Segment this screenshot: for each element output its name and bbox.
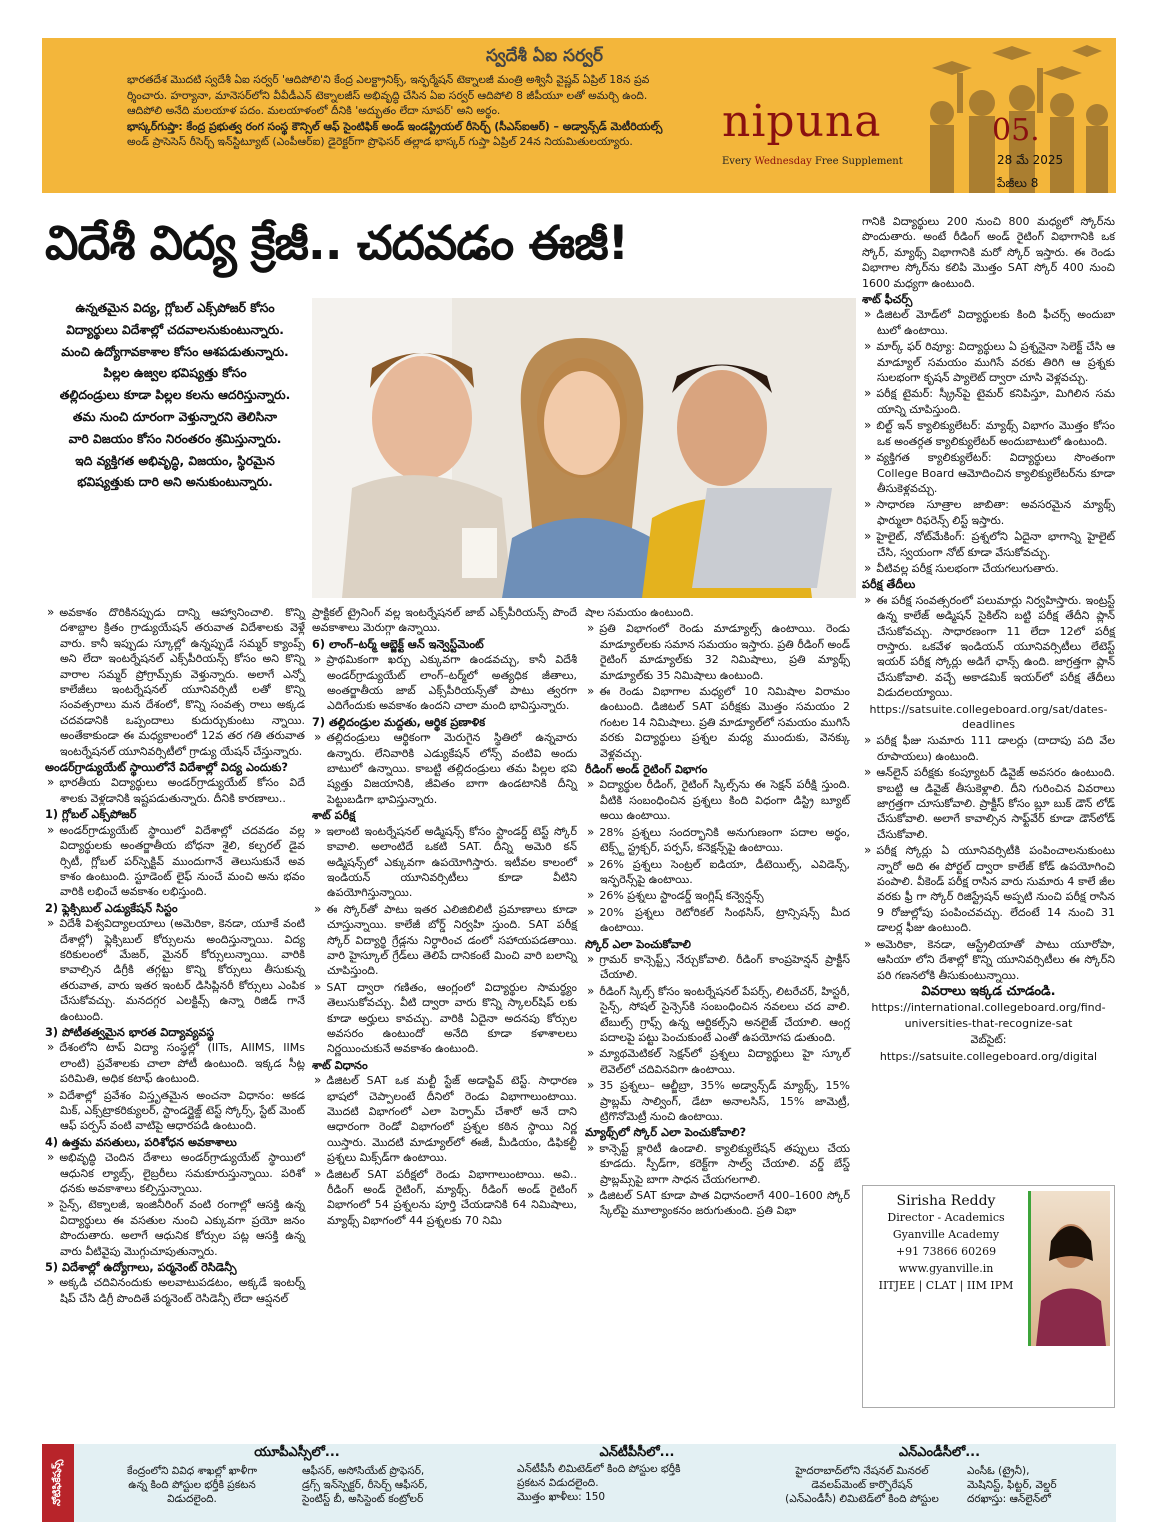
bullet-paragraph: » హైలైట్, నోట్‌మేకింగ్: ప్రశ్నలోని ఏదైనా భాగాన్ని హైలైట్ చేసి, స్వయంగా నోట్ కూడా వేసుకోవచ్చు. [862,529,1115,560]
section-heading: 3) పోటీతత్వమైన భారత విద్యావ్యవస్థ [45,1025,215,1039]
issue-date: 28 మే 2025 [997,153,1064,167]
bullet-paragraph: » మార్క్ ఫర్ రివ్యూ: విద్యార్థులు ఏ ప్రశ్ననైనా సెలెక్ట్ చేసి ఆ మాడ్యూల్ సమయం ముగిసే వరకు తిరిగి ఆ ప్రశ్నకు సులభంగా కృషన్ ప్యాలెట్ ద్వారా చూసి వెళ్లవచ్చు. [862,339,1115,385]
section-heading: శాట్ పరీక్ష [312,809,356,823]
brief-line: అండ్ ప్రాసెసెస్ రీసెర్చ్ ఇన్‌స్టిట్యూట్ (ఎంపీఆర్ఐ) డైరెక్టర్‌గా ప్రొఫెసర్ తల్లాడ భాస్కర్ గుప్తా ఏప్రిల్ 24న నియమితులయ్యారు. [127,135,633,148]
author-site: www.gyanville.in [898,1262,994,1275]
brief-line: ర్శించారు. హర్యానా, మానెసర్‌లోని వీవీడీఎన్ టెక్నాలజీస్ అభివృద్ధి చేసిన ఏఐ సర్వర్ ఆదిపోలి 8 జీపీయూ లతో అమర్చి ఉంది. [127,88,648,102]
bullet-paragraph: » తల్లిదండ్రులు ఆర్థికంగా మెరుగైన స్థితిలో ఉన్నవారు ఉన్నారు. లేనివారికి ఎడ్యుకేషన్ లోన్స్ వంటివి అందు బాటులో ఉన్నాయి. కాబట్టి తల్లిదండ్రులు తమ పిల్లల భవి ష్యత్తు విజయానికి, జీవితం బాగా ఉండటానికి దీన్ని పెట్టుబడిగా భావిస్తున్నారు. [312,730,577,807]
bullet-paragraph: » పరీక్ష స్కోర్లు ఏ యూనివర్సిటీకి పంపించాలనుకుంటు న్నారో అది ఈ పోర్టల్ ద్వారా కాలేజ్ కోడ్ ఉపయోగించి పంపాలి. వీకెండ్ పరీక్ష రాసిన వారు సుమారు 4 కాలే జీల వరకు ఫ్రీ గా స్కోర్ రిజిస్ట్రేషన్ అప్పటి నుంచి పరీక్ష రాసిన 9 రోజుల్లోపు పంపించవచ్చు. లేదంటే 14 నుంచి 31 డాలర్ల ఫీజు ఉంటుంది. [862,843,1115,935]
bullet-paragraph: » ప్రాథమికంగా ఖర్చు ఎక్కువగా ఉండవచ్చు, కానీ విదేశీ అండర్‌గ్రాడ్యుయేట్ లాంగ్–టర్మ్‌లో అత్యధిక జీతాలు, అంతర్జాతీయ జాబ్ ఎక్స్‌పీరియన్స్‌తో పాటు త్వరగా ఎదిగేందుకు అవకాశం ఉందని చాలా మంది భావిస్తున్నారు. [312,652,577,714]
section-heading: స్కోర్ ఎలా పెంచుకోవాలి [585,937,691,951]
bullet-paragraph: » రీడింగ్ స్కిల్స్ కోసం ఇంటర్నేషనల్ పేపర్స్, లిటరేచర్, హిస్టరీ, సైన్స్, సోషల్ సైన్సెస్‌కి సంబంధించిన నవలలు చద వాలి. టేబుల్స్ గ్రాఫ్స్ ఉన్న ఆర్టికల్స్‌ని అనలైజ్ చేయాలి. ఆంగ్ల పదాలపై పట్టు పెంచుకుంటే ఎంతో ఉపయోగప డుతుంది. [585,984,850,1046]
bullet-paragraph: » బిల్ట్ ఇన్ క్యాలిక్యులేటర్: మ్యాథ్స్ విభాగం మొత్తం కోసం ఒక అంతర్గత క్యాలిక్యులేటర్ అందుబాటులో ఉంటుంది. [862,418,1115,449]
author-name: Sirisha Reddy [896,1193,996,1209]
author-phone: +91 73866 60269 [895,1245,997,1258]
intro-line: తల్లిదండ్రులు కూడా పిల్లల కలను ఆదరిస్తున్నారు. [59,388,291,403]
nmdc-line: డెవలప్‌మెంట్ కార్పొరేషన్ [811,1479,913,1491]
bullet-paragraph: » SAT ద్వారా గణితం, ఆంగ్లంలో విద్యార్థుల సామర్థ్యం తెలుసుకోవచ్చు. వీటి ద్వారా వారు కొన్ని స్కాలర్‌షిప్ లకు కూడా అర్హులు కావచ్చు. వారికి ఏదైనా అదనపు కోర్సుల అవసరం ఉంటుందో అనేది కూడా కళాశాలలు నిర్ణయించుకునే అవకాశం ఉంటుంది. [312,980,577,1057]
bullet-paragraph: » దేశంలోని టాప్ విద్యా సంస్థల్లో (IITs, AIIMS, IIMs లాంటి) ప్రవేశాలకు చాలా పోటీ ఉంటుంది. ఇక్కడ సీట్ల పరిమితి, అధిక కటాఫ్ ఉంటుంది. [45,1040,305,1086]
bullet-paragraph: » వ్యక్తిగత క్యాలిక్యులేటర్: విద్యార్థులు సొంతంగా College Board ఆమోదించిన క్యాలిక్యులేటర్‌ను కూడా తీసుకెళ్లవచ్చు. [862,450,1115,496]
author-role: Director - Academics [887,1211,1005,1224]
issue-number: 05. [992,113,1040,148]
bullet-paragraph: » 26% ప్రశ్నలు సెంట్రల్ ఐడియా, డీటెయిల్స్, ఎవిడెన్స్, ఇన్ఫరెన్స్‌పై ఉంటాయి. [585,857,850,888]
section-heading: 6) లాంగ్–టర్మ్ ఆబ్జెక్ట్ ఆన్ ఇన్వెస్ట్‌మెంట్ [312,637,484,651]
tagline-a: Every [722,156,755,167]
brief-text [127,72,732,150]
intro-line: భవిష్యత్తుకు దారి అని అనుకుంటున్నారు. [77,475,273,490]
ntpc-title: ఎన్‌టీపీసీలో... [599,1445,675,1460]
bullet-paragraph: » 28% ప్రశ్నలు సందర్భానికి అనుగుణంగా పదాల అర్థం, టెక్స్ట్ స్ట్రక్చర్, పర్పస్, కనెక్షన్స్‌పై ఉంటాయి. [585,825,850,856]
bullet-paragraph: » 26% ప్రశ్నలు స్టాండర్డ్ ఇంగ్లిష్ కన్వెన్షన్స్ [585,888,850,903]
bullet-paragraph: » ఆన్‌లైన్ పరీక్షకు కంప్యూటర్ డివైజ్ అవసరం ఉంటుంది. కాబట్టి ఆ డివైజ్ తీసుకెళ్లాలి. దీని గురించిన వివరాలు జాగ్రత్తగా చూసుకోవాలి. ప్రాక్టీస్ కోసం బ్లూ బుక్ డౌన్ లోడ్ చేసుకోవాలి. అలాగే కావాల్సిన సాఫ్ట్‌వేర్ కూడా డౌన్‌లోడ్ చేసుకోవాలి. [862,765,1115,842]
bullet-paragraph: » అవకాశం దొరికినప్పుడు దాన్ని ఆహ్వానించాలి. కొన్ని దశాబ్దాల క్రితం గ్రాడ్యుయేషన్ తరువాత విదేశాలకు వెళ్లే వారు. కానీ ఇప్పుడు స్కూల్లో ఉన్నప్పుడే సమ్మర్ క్యాంప్స్ అని లేదా ఇంటర్నేషనల్ ఎక్స్‌పీరియన్స్ కోసం అని కొన్ని వారాల సమ్మర్ ప్రోగ్రామ్స్‌కు వెళ్తున్నారు. అలాగే ఎన్నో కాలేజీలు ఇంటర్నేషనల్ యూనివర్సిటీ లతో కొన్ని సంవత్సరాలు మన దేశంలో, కొన్ని సంవత్స రాలు అక్కడ చదవడానికి ఒప్పందాలు కుదుర్చుకుంటు న్నాయి. అంతేకాకుండా ఈ మధ్యకాలంలో 12వ తర గతి తరువాత ఇంటర్నేషనల్ యూనివర్సిటీలో గ్రాడ్యు యేషన్ చేస్తున్నారు. [45,605,305,759]
bullet-paragraph: » 35 ప్రశ్నలు– ఆల్జీబ్రా, 35% అడ్వాన్స్‌డ్ మ్యాథ్స్, 15% ప్రాబ్లమ్ సాల్వింగ్, డేటా అనాలసిస్, 15% జామెట్రీ, ట్రిగొనోమెట్రీ నుంచి ఉంటాయి. [585,1078,850,1124]
ntpc-line: ఎన్‌టీపీసీ లిమిటెడ్‌లో కింది పోస్టుల భర్తీకి [517,1463,681,1475]
upsc-line: కేంద్రంలోని వివిధ శాఖల్లో ఖాళీగా [127,1465,257,1477]
intro-line: విద్యార్థులు విదేశాల్లో చదవాలనుకుంటున్నారు. [66,322,284,337]
bullet-paragraph: » అభివృద్ధి చెందిన దేశాలు అండర్‌గ్రాడ్యుయేట్ స్థాయిలో ఆధునిక ల్యాబ్స్, లైబ్రరీలు సమకూరుస్తున్నాయి. పరిశో ధనకు అవకాశాలు కల్పిస్తున్నాయి. [45,1150,305,1196]
nipuna-logo: nipuna [722,96,882,147]
bullet-paragraph: » అండర్‌గ్రాడ్యుయేట్ స్థాయిలో విదేశాల్లో చదవడం వల్ల విద్యార్థులకు అంతర్జాతీయ బోధనా శైలి, కల్చరల్ డైవ ర్సిటీ, గ్లోబల్ పర్‌స్పెక్టివ్ ముందుగానే తెలుసుకునే అవ కాశం ఉంటుంది. స్టూడెంట్ లైఫ్ నుంచే మంచి అను భవం వారికి లభించే అవకాశం లభిస్తుంది. [45,823,305,900]
nmdc-line: హైదరాబాద్‌లోని నేషనల్ మినరల్ [795,1465,929,1477]
bullet-paragraph: » డిజిటల్ SAT ఒక మల్టీ స్టేజ్ అడాప్టివ్ టెస్ట్. సాధారణ భాషలో చెప్పాలంటే దీనిలో రెండు విభాగాలుంటాయి. మొదటి విభాగంలో ఎలా పెర్ఫామ్ చేశారో అనే దాని ఆధారంగా రెండో విభాగంలో ప్రశ్నల కఠిన స్థాయి నిర్ణ యిస్తారు. మొదటి మాడ్యూల్‌లో ఈజీ, మీడియం, డిఫికల్టీ ప్రశ్నలు మిక్స్‌డ్‌గా ఉంటాయి. [312,1073,577,1165]
bullet-paragraph: » ఈ రెండు విభాగాల మధ్యలో 10 నిమిషాల విరామం ఉంటుంది. డిజిటల్ SAT పరీక్షకు మొత్తం సమయం 2 గంటల 14 నిమిషాలు. ప్రతి మాడ్యూల్‌లో సమయం ముగిసే వరకు విద్యార్థులు ప్రశ్నల మధ్య ముందుకు, వెనక్కు వెళ్లవచ్చు. [585,684,850,761]
brief-line: భారతదేశ మొదటి స్వదేశీ ఏఐ సర్వర్ 'ఆదిపోలి'ని కేంద్ర ఎలక్ట్రానిక్స్, ఇన్ఫర్మేషన్ టెక్నాలజీ మంత్రి అశ్వినీ వైష్ణవ్ ఏప్రిల్ 18న ప్రవ [127,73,650,86]
details-heading: వివరాలు ఇక్కడ చూడండి. [921,983,1056,999]
reference-url: https://international.collegeboard.org/find-universities-that-recognize-sat [871,1001,1106,1030]
article-column-2 [312,605,577,1229]
nmdc-line: ఎంసీఓ (ట్రైనీ), [967,1465,1030,1477]
intro-line: మంచి ఉద్యోగావకాశాల కోసం ఆశపడుతున్నారు. [61,344,289,359]
upsc-line: ఆఫీసర్, అసోసియేట్ ప్రొఫెసర్, [302,1465,425,1477]
bullet-paragraph: » పరీక్ష టైమర్: స్క్రీన్‌పై టైమర్ కనిపిస్తూ, మిగిలిన సమ యాన్ని చూపిస్తుంది. [862,386,1115,417]
notifications-strip [42,1444,1116,1522]
bullet-paragraph: » ప్రతి విభాగంలో రెండు మాడ్యూల్స్ ఉంటాయి. రెండు మాడ్యూల్‌లకు సమాన సమయం ఇస్తారు. ప్రతి రీడింగ్ అండ్ రైటింగ్ మాడ్యూల్‌కు 32 నిమిషాలు, ప్రతి మ్యాథ్స్ మాడ్యూల్‌కు 35 నిమిషాలు ఉంటుంది. [585,621,850,683]
bullet-paragraph: » ఈ స్కోర్‌తో పాటు ఇతర ఎలిజిబిలిటీ ప్రమాణాలు కూడా చూస్తున్నాయి. కాలేజీ బోర్డ్ నిర్వహి స్తుంది. SAT పరీక్ష స్కోర్ విద్యార్థి గ్రేడ్లను నిర్ధారించ డంలో సహాయపడతాయి. వారి హైస్కూల్ గ్రేడ్‌లు తెలిపే దానికంటే మించి వారి బలాన్ని చూపిస్తుంది. [312,902,577,979]
website-label: వెబ్‌సైట్: [970,1033,1007,1047]
tagline [722,156,903,167]
author-details [871,1188,1021,1294]
section-heading: శాట్ విధానం [312,1058,368,1072]
bullet-paragraph: » మ్యాథమెటికల్ సెక్షన్‌లో ప్రశ్నలు విద్యార్థులు హై స్కూల్ లెవెల్‌లో చదివినవిగా ఉంటాయి. [585,1046,850,1077]
tagline-c: Free Supplement [811,156,903,167]
upsc-line: విడుదలైంది. [167,1493,217,1505]
reference-url: https://satsuite.collegeboard.org/digital [879,1049,1098,1063]
reference-url: https://satsuite.collegeboard.org/sat/dates-deadlines [869,702,1108,731]
article-column-3 [585,605,850,1220]
bullet-paragraph: » డిజిటల్ SAT కూడా పాత విధానంలాగే 400–1600 స్కోర్ స్కేల్‌పై మూల్యాంకనం జరుగుతుంది. ప్రతి విభా [585,1188,850,1219]
bullet-paragraph: » విద్యార్థుల రీడింగ్, రైటింగ్ స్కిల్స్‌ను ఈ సెక్షన్ పరీక్షి స్తుంది. వీటికి సంబంధించిన ప్రశ్నలు కింది విధంగా డిస్ట్రి బ్యూట్ అయి ఉంటాయి. [585,777,850,823]
tagline-b: Wednesday [754,156,812,167]
section-heading: రీడింగ్ అండ్ రైటింగ్ విభాగం [585,763,708,777]
nmdc-line: మెషినిస్ట్, ఫిట్టర్, వెల్డర్ [967,1479,1057,1491]
intro-line: ఇది వ్యక్తిగత అభివృద్ధి, విజయం, స్థిరమైన [75,453,275,468]
logo-area [712,38,1116,193]
author-photo [1028,1191,1110,1346]
paragraph: గానికి విద్యార్థులు 200 నుంచి 800 మధ్యలో స్కోర్‌ను పొందుతారు. అంటే రీడింగ్ అండ్ రైటింగ్ విభాగానికి ఒక స్కోర్, మ్యాథ్స్ విభాగానికి మరో స్కోర్ ఇస్తారు. ఈ రెండు విభాగాల స్కోర్‌ను కలిపి మొత్తం SAT స్కోర్ 400 నుంచి 1600 మధ్యగా ఉంటుంది. [862,215,1115,290]
bullet-paragraph: » గ్రామర్ కాన్సెప్ట్స్ నేర్చుకోవాలి. రీడింగ్ కాంప్రహెన్షన్ ప్రాక్టీస్ చేయాలి. [585,952,850,983]
upsc-line: డ్రగ్స్ ఇన్‌స్పెక్టర్, రీసెర్చ్ ఆఫీసర్, [302,1479,428,1491]
bullet-paragraph: » అమెరికా, కెనడా, ఆస్ట్రేలియాతో పాటు యూరోపా, ఆసియా లోని దేశాల్లో కొన్ని యూనివర్సిటీలు ఈ స్కోర్‌ని పరి గణనలోకి తీసుకుంటున్నాయి. [862,937,1115,983]
author-tags: IITJEE | CLAT | IIM IPM [878,1279,1014,1292]
bullet-paragraph: » విదేశాల్లో ప్రవేశం విస్తృతమైన అంచనా విధానం: అకడ మిక్, ఎక్స్‌ట్రాకరిక్యులర్, స్టాండర్డైజ్డ్ టెస్ట్ స్కోర్స్, స్టేట్ మెంట్ ఆఫ్ పర్పస్ వంటి వాటిపై ఆధారపడి ఉంటుంది. [45,1088,305,1134]
ntpc-notice [517,1446,757,1504]
students-laptop-photo [312,298,856,598]
section-heading: అండర్‌గ్రాడ్యుయేట్ స్థాయిలోనే విదేశాల్లో విద్య ఎందుకు? [45,761,288,775]
intro-line: ఉన్నతమైన విద్య, గ్లోబల్ ఎక్స్‌పోజర్ కోసం [75,301,275,315]
section-heading: 7) తల్లిదండ్రుల మద్దతు, ఆర్థిక ప్రణాళిక [312,715,486,729]
nmdc-title: ఎన్‌ఎండీసీలో... [898,1445,981,1460]
bullet-paragraph: » ఈ పరీక్ష సంవత్సరంలో పలుమార్లు నిర్వహిస్తారు. ఇంట్రస్ట్ ఉన్న కాలేజ్ అడ్మిషన్ సైకిల్‌ని బట్టి పరీక్ష తేదీని ప్లాన్ చేసుకోవచ్చు. సాధారణంగా 11 లేదా 12లో పరీక్ష రాస్తారు. ఒకవేళ ఇండియన్ యూనివర్సిటీలు లేటెస్ట్ ఇయర్ పరీక్ష స్కోర్లు అడిగే ఛాన్స్ ఉంది. జాగ్రత్తగా ప్లాన్ చేసుకోవాలి. వచ్చే అకాడమిక్ ఇయర్‌లో పరీక్ష తేదీలు విడుదలయ్యాయి. [862,593,1115,701]
bullet-paragraph: » వీటివల్ల పరీక్ష సులభంగా చేయగలుగుతారు. [862,561,1115,576]
bullet-paragraph: » కాన్సెప్ట్ క్లారిటీ ఉండాలి. క్యాలిక్యులేషన్ తప్పులు చేయ కూడదు. స్పీడ్‌గా, కరెక్ట్‌గా సాల్వ్ చేయాలి. వర్డ్ బేస్డ్ ప్రాబ్లమ్స్‌పై బాగా సాధన చేయగలగాలి. [585,1141,850,1187]
nmdc-notice [767,1445,1112,1505]
section-heading: శాట్ ఫీచర్స్ [862,293,913,307]
intro-line: పిల్లల ఉజ్వల భవిష్యత్తు కోసం [103,366,247,381]
ntpc-line: మొత్తం ఖాళీలు: 150 [517,1491,606,1503]
masthead-banner [42,38,1116,193]
bullet-paragraph: » 20% ప్రశ్నలు రెటోరికల్ సింథసిస్, ట్రాన్సిషన్స్ మీద ఉంటాయి. [585,905,850,936]
brief-line: ఆదిపోలి అనేది మలయాళ పదం. మలయాళంలో దీనికి 'అద్భుతం లేదా సూపర్' అని అర్థం. [127,104,501,117]
ntpc-line: ప్రకటన విడుదలైంది. [517,1477,599,1489]
main-headline: విదేశీ విద్య క్రేజీ.. చదవడం ఈజీ! [45,216,629,271]
upsc-line: ఉన్న కింది పోస్టుల భర్తీకి ప్రకటన [128,1479,256,1491]
notifications-label: నోటిఫికేషన్స్ [42,1444,74,1522]
paragraph: షాల సమయం ఉంటుంది. [585,606,694,619]
section-heading: 1) గ్లోబల్ ఎక్స్‌పోజర్ [45,808,137,822]
news-brief [127,46,732,190]
paragraph: ప్రాక్టికల్ ట్రైనింగ్ వల్ల ఇంటర్నేషనల్ జాబ్ ఎక్స్‌పీరియన్స్ పొందే అవకాశాలు మెరుగ్గా ఉన్నాయి. [312,606,577,635]
section-heading: 5) విదేశాల్లో ఉద్యోగాలు, పర్మనెంట్ రెసిడెన్సీ [45,1261,237,1275]
section-heading: పరీక్ష తేదీలు [862,578,916,592]
nmdc-line: దరఖాస్తు: ఆన్‌లైన్‌లో [967,1493,1051,1505]
nmdc-line: (ఎన్ఎండీసీ) లిమిటెడ్‌లో కింది పోస్టుల [785,1493,939,1505]
bullet-paragraph: » భారతీయ విద్యార్థులు అండర్‌గ్రాడ్యుయేట్ కోసం విదే శాలకు వెళ్లడానికి ఇష్టపడుతున్నారు. దీనికి కారణాలు.. [45,775,305,806]
bullet-paragraph: » విదేశీ విశ్వవిద్యాలయాలు (అమెరికా, కెనడా, యూకే వంటి దేశాల్లో) ఫ్లెక్సిబుల్ కోర్సులను అందిస్తున్నాయి. విద్య కరికులంలో మేజర్, మైనర్ కోర్సులున్నాయి. వారికి కావాల్సిన డిగ్రీకి తగ్గట్టు కొన్ని కోర్సులు తీసుకున్న తరువాత, వారు ఇతర ఇంటర్ డిసిప్లినరీ కోర్సులు ఎంపిక చేసుకోవచ్చు. మనదగ్గర ఎలక్టివ్స్ ఉన్నా రిజిడ్ గానే ఉంటుంది. [45,916,305,1024]
brief-line: భాస్కర్‌గుప్తా: కేంద్ర ప్రభుత్వ రంగ సంస్థ కౌన్సిల్ ఆఫ్ సైంటిఫిక్ అండ్ ఇండస్ట్రియల్ రీసెర్చ్ (సీఎస్ఐఆర్) – అడ్వాన్స్‌డ్ మెటీరియల్స్ [127,119,663,133]
section-heading: 2) ఫ్లెక్సిబుల్ ఎడ్యుకేషన్ సిస్టం [45,901,178,915]
intro-deck [45,298,305,494]
article-column-4 [862,214,1115,1065]
article-column-1 [45,605,305,1307]
bullet-paragraph: » డిజిటల్ SAT పరీక్షలో రెండు విభాగాలుంటాయి. అవి.. రీడింగ్ అండ్ రైటింగ్, మ్యాథ్స్. రీడింగ్ అండ్ రైటింగ్ విభాగంలో 54 ప్రశ్నలను పూర్తి చేయడానికి 64 నిమిషాలు, మ్యాథ్స్ విభాగంలో 44 ప్రశ్నలకు 70 నిమి [312,1167,577,1229]
author-portrait-icon [1031,1191,1110,1346]
bullet-paragraph: » సైన్స్, టెక్నాలజీ, ఇంజినీరింగ్ వంటి రంగాల్లో ఆసక్తి ఉన్న విద్యార్థులు ఈ వసతుల నుంచి ఎక్కువగా ప్రయో జనం పొందుతారు. అలాగే ఆధునిక కోర్సుల పట్ల ఆసక్తి ఉన్న వారు వీటివైపు మొగ్గుచూపుతున్నారు. [45,1197,305,1259]
upsc-title: యూపీఎస్సీలో... [254,1445,340,1460]
intro-line: వారి విజయం కోసం నిరంతరం శ్రమిస్తున్నారు. [68,431,282,446]
bullet-paragraph: » ఇలాంటి ఇంటర్నేషనల్ అడ్మిషన్స్ కోసం స్టాండర్డ్ టెస్ట్ స్కోర్ కావాలి. అలాంటిదే ఒకటి SAT. దీన్ని అమెరి కన్ అడ్మిషన్స్‌లో ఎక్కువగా ఉపయోగిస్తారు. ఇటీవల కాలంలో ఇండియన్ యూనివర్సిటీలు కూడా వీటిని ఉపయోగిస్తున్నాయి. [312,824,577,901]
section-heading: మ్యాథ్స్‌లో స్కోర్ ఎలా పెంచుకోవాలి? [585,1126,747,1140]
upsc-notice [92,1445,502,1505]
students-illustration [312,298,856,598]
bullet-paragraph: » పరీక్ష ఫీజు సుమారు 111 డాలర్లు (దాదాపు పది వేల రూపాయలు) ఉంటుంది. [862,733,1115,764]
bullet-paragraph: » డిజిటల్ మోడ్‌లో విద్యార్థులకు కింది ఫీచర్స్ అందుబా టులో ఉంటాయి. [862,307,1115,338]
author-profile [862,1185,1115,1408]
bullet-paragraph: » అక్కడి చదివినందుకు అలవాటుపడటం, అక్కడే ఇంటర్న్ షిప్ చేసి డిగ్రీ పొందితే పర్మనెంట్ రెసిడెన్సీ లేదా ఆప్షనల్ [45,1275,305,1306]
upsc-line: సైంటిస్ట్ బీ, అసిస్టెంట్ కంట్రోలర్ [302,1493,424,1505]
brief-title: స్వదేశీ ఏఐ సర్వర్ [485,46,604,66]
author-org: Gyanville Academy [892,1228,1000,1241]
intro-line: తమ నుంచి దూరంగా వెళ్తున్నారని తెలిసినా [72,409,278,424]
page-count: పేజీలు 8 [997,176,1039,190]
section-heading: 4) ఉత్తమ వసతులు, పరిశోధన అవకాశాలు [45,1135,237,1149]
bullet-paragraph: » సాధారణ సూత్రాల జాబితా: అవసరమైన మ్యాథ్స్ ఫార్ములా రిఫరెన్స్ లిస్ట్ ఇస్తారు. [862,497,1115,528]
